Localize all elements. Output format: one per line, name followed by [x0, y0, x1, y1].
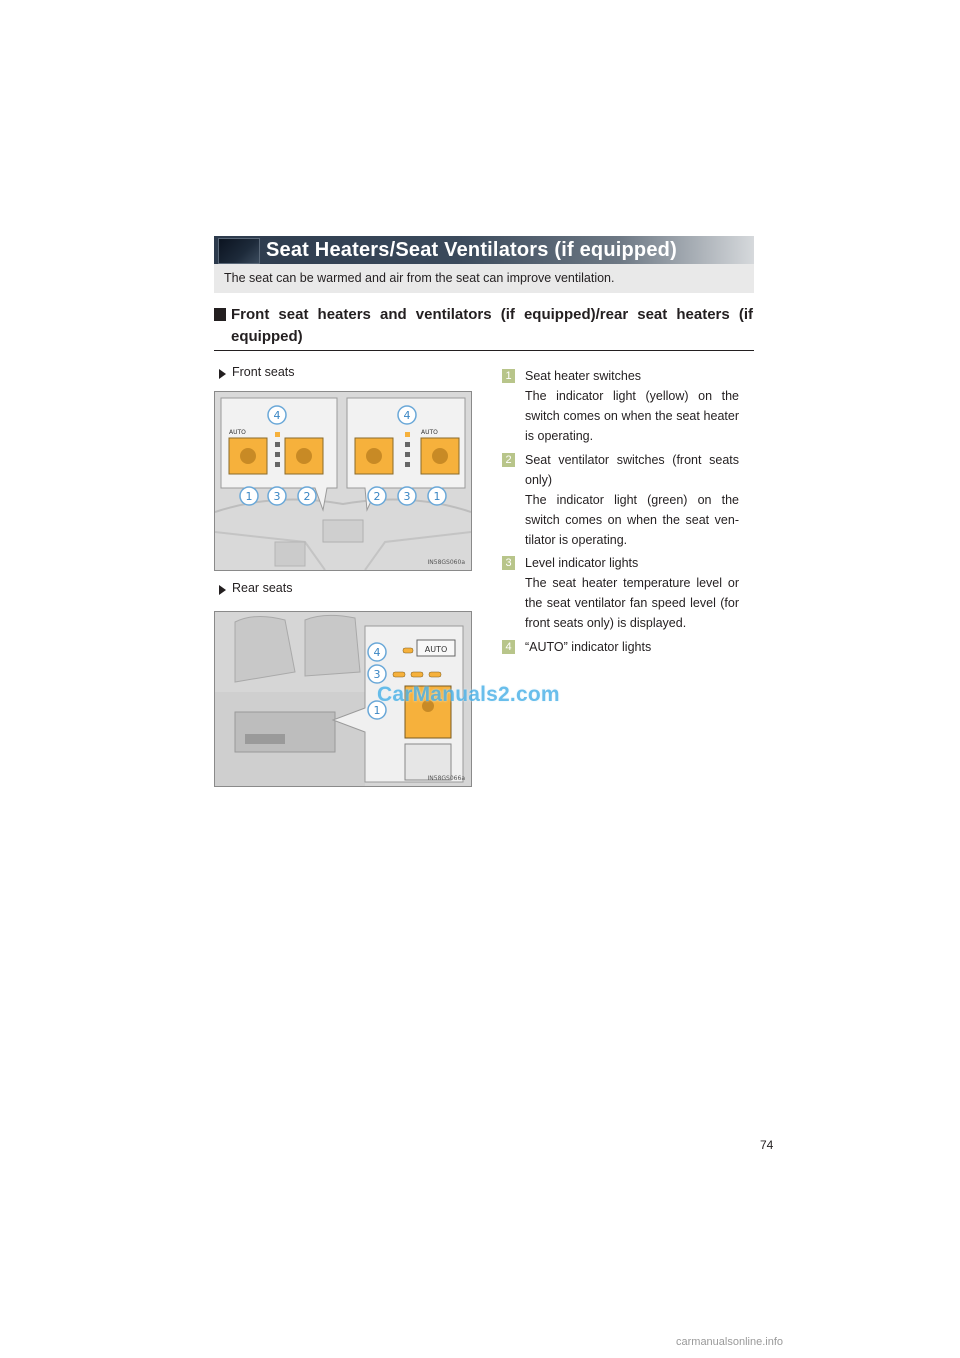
auto-text-left: AUTO [229, 429, 246, 436]
triangle-bullet-icon [219, 585, 226, 595]
callout-rear-4: 4 [373, 646, 381, 659]
rear-figure-code: IN58GS066a [427, 775, 465, 782]
intro-text: The seat can be warmed and air from the seat can improve ventilation. [224, 271, 615, 285]
auto-text-right: AUTO [421, 429, 438, 436]
callout-fl-4: 4 [273, 409, 281, 422]
item-3-title: Level indicator lights [525, 556, 639, 570]
callout-fr-3: 3 [403, 490, 411, 503]
item-1-title: Seat heater switches [525, 369, 642, 383]
front-figure-code: IN58GS060a [427, 559, 465, 566]
item-2-desc: The indicator light (green) on the switch comes on when the seat ven-tilator is operating. [525, 493, 739, 547]
item-2-title: Seat ventilator switches (front seats only) [525, 453, 739, 487]
callout-fr-2: 2 [373, 490, 381, 503]
page-title: Seat Heaters/Seat Ventilators (if equipped) [266, 239, 677, 261]
callout-rear-3: 3 [373, 668, 381, 681]
watermark: CarManuals2.com [377, 683, 560, 706]
item-number-4: 4 [502, 640, 515, 654]
callout-fl-2: 2 [303, 490, 311, 503]
item-number-2: 2 [502, 453, 515, 467]
section-thumbnail-icon [218, 238, 260, 264]
callout-rear-1: 1 [373, 704, 381, 717]
item-number-1: 1 [502, 369, 515, 383]
item-4-title: “AUTO” indicator lights [525, 640, 652, 654]
item-3-desc: The seat heater temperature level or the seat ventilator fan speed level (for front seats only) is displayed. [525, 576, 739, 630]
page-number: 74 [760, 1138, 774, 1152]
item-number-3: 3 [502, 556, 515, 570]
rear-auto-text: AUTO [424, 645, 448, 654]
section-bullet-icon [214, 308, 226, 321]
callout-fr-4: 4 [403, 409, 411, 422]
item-1-desc: The indicator light (yellow) on the switch comes on when the seat heater is operating. [525, 389, 739, 443]
front-seats-label: Front seats [232, 365, 295, 379]
section-divider [214, 350, 754, 351]
callout-fl-1: 1 [245, 490, 253, 503]
callout-fl-3: 3 [273, 490, 281, 503]
triangle-bullet-icon [219, 369, 226, 379]
front-seats-drawing [215, 392, 471, 570]
front-seats-illustration [214, 391, 472, 571]
footer-watermark: carmanualsonline.info [676, 1336, 784, 1348]
callout-fr-1: 1 [433, 490, 441, 503]
section-heading: Front seat heaters and ventilators (if equipped)/rear seat heaters (if equipped) [231, 306, 753, 345]
rear-seats-label: Rear seats [232, 581, 293, 595]
